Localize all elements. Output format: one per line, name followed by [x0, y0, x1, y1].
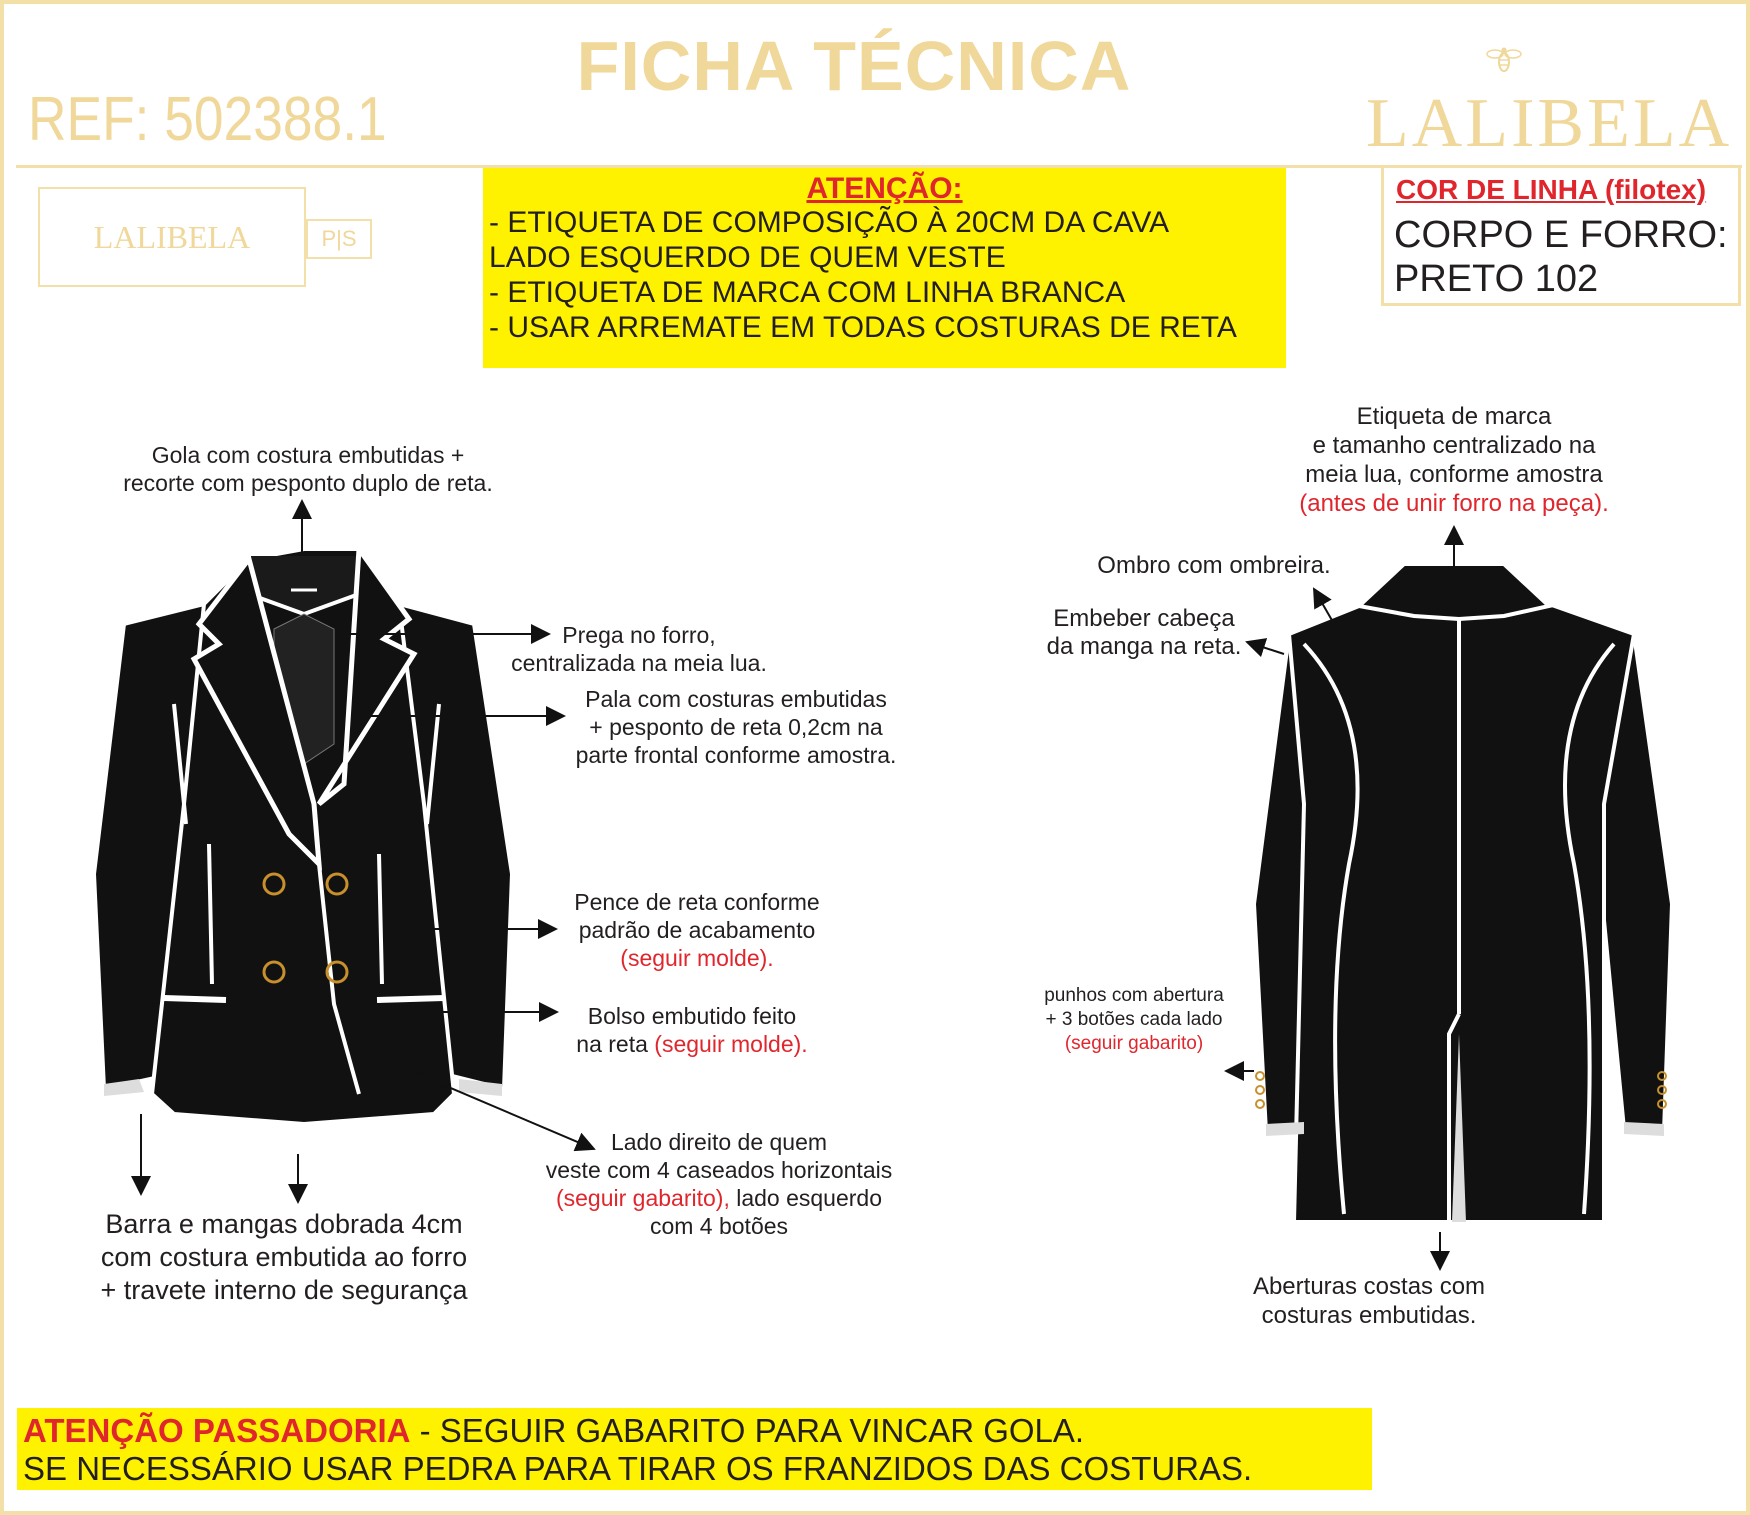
note-shoulder: Ombro com ombreira.: [1097, 552, 1331, 579]
note-hem: Barra e mangas dobrada 4cm com costura embutida ao forro + travete interno de segurança: [100, 1209, 468, 1305]
attention-line: - ETIQUETA DE COMPOSIÇÃO À 20CM DA CAVA: [489, 206, 1170, 239]
size-label-mockup: P|S: [306, 219, 372, 259]
note-brand-label: Etiqueta de marca e tamanho centralizado na meia lua, conforme amostra (antes de unir forro na peça).: [1299, 403, 1609, 517]
note-dart: Pence de reta conforme padrão de acabamento (seguir molde).: [574, 889, 820, 971]
thread-color-title: COR DE LINHA (filotex): [1396, 174, 1707, 205]
note-lining-pleat: Prega no forro, centralizada na meia lua.: [511, 622, 767, 676]
reference-code: REF: 502388.1: [28, 85, 387, 154]
thread-color-value: PRETO 102: [1394, 258, 1599, 300]
attention-line: - ETIQUETA DE MARCA COM LINHA BRANCA: [489, 276, 1126, 309]
note-right-side: Lado direito de quem veste com 4 caseados horizontais (seguir gabarito), lado esquerdo com 4 botões: [545, 1129, 893, 1239]
note-yoke: Pala com costuras embutidas + pesponto de reta 0,2cm na parte frontal conforme amostra.: [575, 686, 897, 768]
pressing-line-2: SE NECESSÁRIO USAR PEDRA PARA TIRAR OS FRANZIDOS DAS COSTURAS.: [23, 1450, 1253, 1487]
attention-title: ATENÇÃO:: [806, 172, 963, 205]
note-sleeve-head: Embeber cabeça da manga na reta.: [1046, 605, 1242, 660]
note-pocket: Bolso embutido feito na reta (seguir molde).: [576, 1003, 808, 1057]
note-cuffs: punhos com abertura + 3 botões cada lado (seguir gabarito): [1044, 985, 1224, 1054]
page-title: FICHA TÉCNICA: [576, 27, 1132, 105]
front-jacket-drawing: [94, 549, 512, 1124]
attention-line: LADO ESQUERDO DE QUEM VESTE: [489, 241, 1006, 274]
pressing-attention-box: [17, 1408, 1372, 1490]
attention-line: - USAR ARREMATE EM TODAS COSTURAS DE RETA: [489, 311, 1237, 344]
brand-logo: LALIBELA: [1366, 85, 1733, 162]
pressing-line-1: ATENÇÃO PASSADORIA - SEGUIR GABARITO PARA VINCAR GOLA.: [23, 1412, 1085, 1449]
note-back-vents: Aberturas costas com costuras embutidas.: [1252, 1273, 1486, 1329]
back-jacket-drawing: [1254, 562, 1672, 1222]
note-collar: Gola com costura embutidas + recorte com pesponto duplo de reta.: [123, 442, 493, 496]
thread-color-body: CORPO E FORRO:: [1394, 214, 1728, 256]
brand-label-mockup: LALIBELA: [38, 187, 306, 287]
